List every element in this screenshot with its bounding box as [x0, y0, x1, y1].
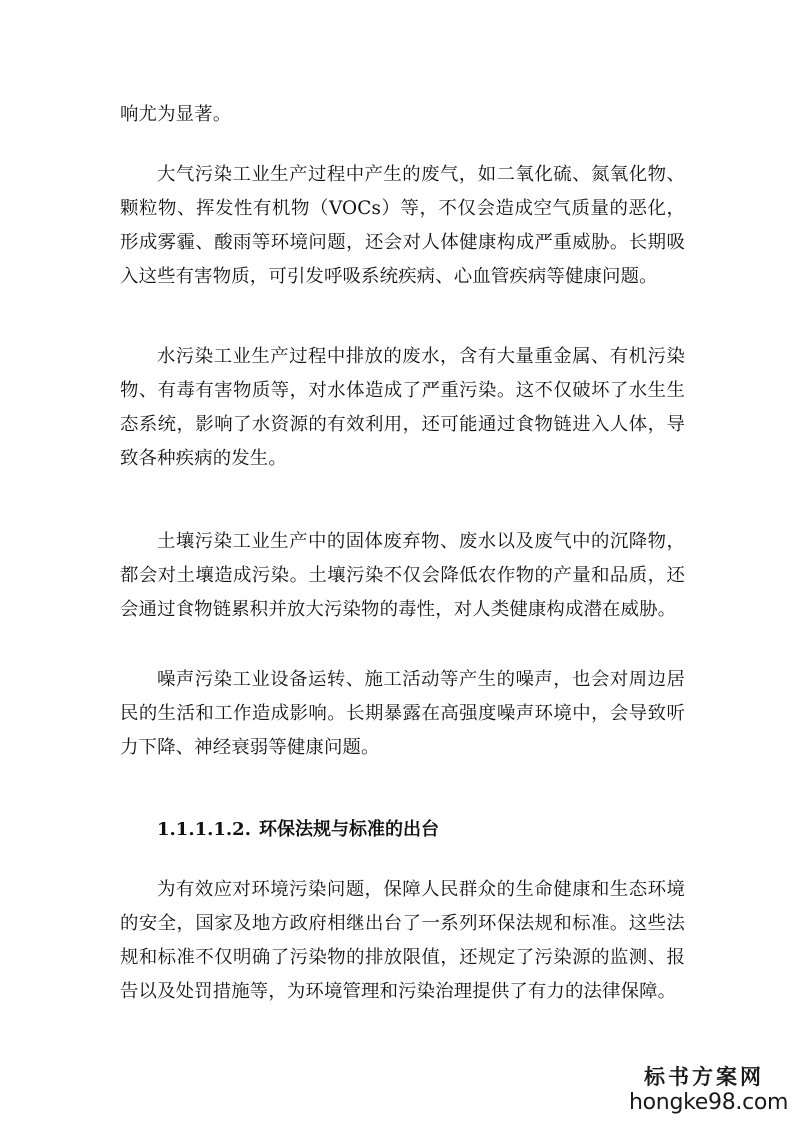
paragraph-regulations: 为有效应对环境污染问题，保障人民群众的生命健康和生态环境的安全，国家及地方政府相继出台了一系列环保法规和标准。这些法规和标准不仅明确了污染物的排放限值，还规定了污染源的监测、报告以及处罚措施等，为环境管理和污染治理提供了有力的法律保障。: [120, 879, 685, 1002]
section-heading: [157, 813, 439, 847]
watermark-url-text: hongke98.com: [629, 1090, 789, 1115]
paragraph-noise-pollution: 噪声污染工业设备运转、施工活动等产生的噪声，也会对周边居民的生活和工作造成影响。长期暴露在高强度噪声环境中，会导致听力下降、神经衰弱等健康问题。: [120, 669, 685, 758]
watermark-cn-text: 标书方案网: [644, 1064, 764, 1089]
section-title: 环保法规与标准的出台: [258, 819, 439, 840]
paragraph-air-pollution: 大气污染工业生产过程中产生的废气，如二氧化硫、氮氧化物、颗粒物、挥发性有机物（VOCs）等，不仅会造成空气质量的恶化，形成雾霾、酸雨等环境问题，还会对人体健康构成严重威胁。长期吸入这些有害物质，可引发呼吸系统疾病、心血管疾病等健康问题。: [120, 164, 685, 287]
paragraph-soil-pollution: 土壤污染工业生产中的固体废弃物、废水以及废气中的沉降物，都会对土壤造成污染。土壤污染不仅会降低农作物的产量和品质，还会通过食物链累积并放大污染物的毒性，对人类健康构成潜在威胁。: [120, 531, 685, 620]
paragraph-continuation: 响尤为显著。: [120, 104, 232, 125]
watermark-logo: [629, 1064, 789, 1116]
paragraph-water-pollution: 水污染工业生产过程中排放的废水，含有大量重金属、有机污染物、有毒有害物质等，对水体造成了严重污染。这不仅破坏了水生生态系统，影响了水资源的有效利用，还可能通过食物链进入人体，导致各种疾病的发生。: [120, 346, 685, 469]
section-number: 1.1.1.1.2.: [157, 819, 251, 840]
